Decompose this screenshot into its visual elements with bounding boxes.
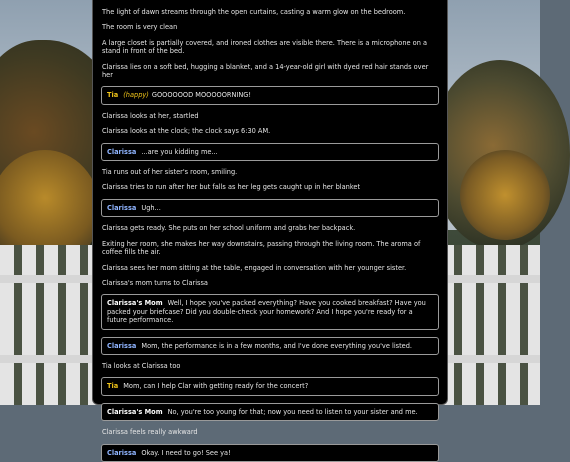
narration-line: Clarissa looks at the clock; the clock says 6:30 AM. <box>102 127 271 136</box>
narration-line: Clarissa gets ready. She puts on her school uniform and grabs her backpack. <box>102 224 356 233</box>
narration-line: Exiting her room, she makes her way downstairs, passing through the living room. The aroma of coffee fills the air. <box>102 239 421 257</box>
dialogue-bubble-tia <box>101 86 439 104</box>
emote-tag: (happy) <box>123 91 149 100</box>
narration-line: Clarissa feels really awkward <box>102 428 198 437</box>
narration-line: The room is very clean <box>102 23 178 32</box>
dialogue-text: No, you're too young for that; now you need to listen to your sister and me. <box>167 407 418 416</box>
speaker-name: Clarissa <box>107 147 137 156</box>
speaker-name: Clarissa <box>107 341 137 350</box>
narration-line: Clarissa tries to run after her but falls as her leg gets caught up in her blanket <box>102 183 361 192</box>
dialogue-text: Ugh... <box>141 203 161 212</box>
dialogue-text: ...are you kidding me... <box>141 147 218 156</box>
speaker-name: Clarissa's Mom <box>107 407 163 416</box>
dialogue-bubble-tia <box>101 377 439 395</box>
tree-right-autumn <box>460 150 550 240</box>
speaker-name: Clarissa <box>107 448 137 457</box>
dialogue-bubble-mom <box>101 294 439 329</box>
speaker-name: Clarissa's Mom <box>107 299 163 308</box>
dialogue-text: Mom, the performance is in a few months, and I've done everything you've listed. <box>141 341 413 350</box>
dialogue-text: GOOOOOOD MOOOOORNING! <box>151 91 252 100</box>
narration-line: Clarissa looks at her, startled <box>102 111 199 120</box>
dialogue-bubble-clarissa <box>101 337 439 355</box>
dialogue-text: Okay. I need to go! See ya! <box>141 448 231 457</box>
narration-line: Tia looks at Clarissa too <box>102 361 181 370</box>
dialogue-text: Well, I hope you've packed everything? Have you cooked breakfast? Have you packed your briefcase? Did you double-check your homework? And I hope you're ready for a future performance. <box>107 299 426 325</box>
dialogue-bubble-clarissa <box>101 199 439 217</box>
narration-line: Clarissa's mom turns to Clarissa <box>102 278 208 287</box>
narration-line: Tia runs out of her sister's room, smiling. <box>102 168 238 177</box>
narration-line: A large closet is partially covered, and ironed clothes are visible there. There is a microphone on a stand in front of the bed. <box>102 38 428 56</box>
dialogue-bubble-clarissa <box>101 444 439 462</box>
narration-line: The light of dawn streams through the open curtains, casting a warm glow on the bedroom. <box>102 8 406 16</box>
speaker-name: Clarissa <box>107 203 137 212</box>
dialogue-text: Mom, can I help Clar with getting ready for the concert? <box>123 382 309 391</box>
dialogue-bubble-mom <box>101 403 439 421</box>
narration-line: Clarissa lies on a soft bed, hugging a blanket, and a 14-year-old girl with dyed red hair stands over her <box>102 62 429 80</box>
dialogue-bubble-clarissa <box>101 143 439 161</box>
narration-line: Clarissa sees her mom sitting at the table, engaged in conversation with her younger sister. <box>102 263 407 272</box>
dialogue-log-panel[interactable] <box>92 0 448 457</box>
speaker-name: Tia <box>107 382 119 391</box>
speaker-name: Tia <box>107 91 119 100</box>
